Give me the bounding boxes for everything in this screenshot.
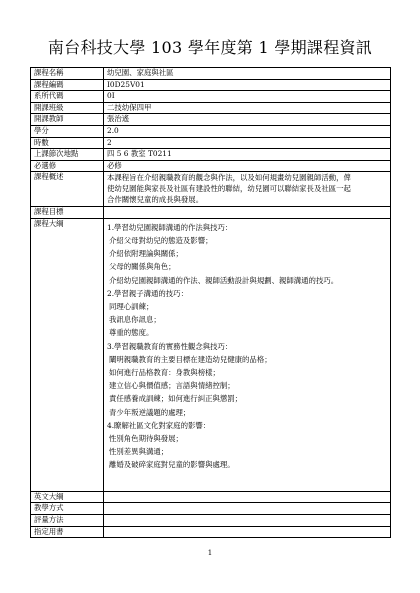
field-row-teaching-method bbox=[31, 503, 391, 515]
field-value: 二技幼保四甲 bbox=[104, 102, 391, 114]
outline-heading: 4.瞭解社區文化對家庭的影響： bbox=[107, 420, 211, 430]
field-row-assessment-method bbox=[31, 514, 391, 526]
field-label: 時數 bbox=[31, 137, 104, 149]
outline-item: 介紹幼兒園親師溝通的作法、親師活動設計與規劃、親師溝通的技巧。 bbox=[109, 275, 339, 285]
field-value: 0I bbox=[104, 91, 391, 103]
page-title: 南台科技大學 103 學年度第 1 學期課程資訊 bbox=[47, 38, 373, 57]
field-label: 課程大綱 bbox=[31, 218, 104, 491]
field-value: 幼兒園、家庭與社區 bbox=[104, 68, 391, 80]
outline-item: 如何進行品格教育：身教與榜樣； bbox=[109, 367, 220, 377]
outline-item: 闡明親職教育的主要目標在建造幼兒健康的品格； bbox=[109, 354, 272, 364]
field-label: 課程編碼 bbox=[31, 79, 104, 91]
course-info-table bbox=[30, 67, 391, 538]
field-value: 必修 bbox=[104, 160, 391, 172]
field-row-class bbox=[31, 102, 391, 114]
field-value: 2.0 bbox=[104, 125, 391, 137]
field-row-required-elective bbox=[31, 160, 391, 172]
field-value bbox=[104, 503, 391, 515]
field-value: 2 bbox=[104, 137, 391, 149]
field-value: 四 5 6 教室 T0211 bbox=[104, 149, 391, 161]
overview-text bbox=[104, 172, 391, 207]
field-row-overview bbox=[31, 172, 391, 207]
field-row-credits bbox=[31, 125, 391, 137]
outline-item: 父母的關係與角色； bbox=[109, 262, 176, 272]
outline-item: 離婚及破碎家庭對兒童的影響與處理。 bbox=[109, 460, 235, 470]
field-label: 課程目標 bbox=[31, 207, 104, 219]
overview-line: 本課程旨在介紹親職教育的觀念與作法，以及如何規畫幼兒園親師活動，俾 bbox=[107, 173, 351, 183]
field-value: I0D25V01 bbox=[104, 79, 391, 91]
field-label: 課程概述 bbox=[31, 172, 104, 207]
field-label: 開課教師 bbox=[31, 114, 104, 126]
field-label: 英文大綱 bbox=[31, 491, 104, 503]
outline-item: 責任感養成訓練；如何進行糾正與懲罰； bbox=[109, 394, 243, 404]
field-label: 指定用書 bbox=[31, 526, 104, 538]
field-value bbox=[104, 526, 391, 538]
outline-item: 性別角色期待與發展； bbox=[109, 433, 183, 443]
outline-item: 性別差異與溝通； bbox=[109, 447, 169, 457]
page-number: 1 bbox=[207, 549, 213, 557]
outline-item: 青少年叛逆議題的處理； bbox=[109, 407, 191, 417]
outline-item: 介紹依附理論與關係； bbox=[109, 249, 183, 259]
field-row-outline bbox=[31, 218, 391, 491]
outline-item: 介紹父母對幼兒的態造及影響； bbox=[109, 235, 213, 245]
field-value: 張治遙 bbox=[104, 114, 391, 126]
outline-heading: 2.學習親子溝通的技巧： bbox=[107, 288, 188, 298]
field-label: 開課班級 bbox=[31, 102, 104, 114]
field-row-course-name bbox=[31, 68, 391, 80]
outline-item: 建立信心與價值感；言語與情緒控制； bbox=[109, 381, 235, 391]
field-label: 系所代碼 bbox=[31, 91, 104, 103]
field-value bbox=[104, 207, 391, 219]
outline-item: 尊重的態度。 bbox=[109, 328, 154, 338]
outline-heading: 3.學習親職教育的實務性觀念與技巧： bbox=[107, 341, 233, 351]
field-label: 課程名稱 bbox=[31, 68, 104, 80]
field-row-objectives bbox=[31, 207, 391, 219]
outline-item: 我訊息你訊息； bbox=[109, 315, 161, 325]
field-row-instructor bbox=[31, 114, 391, 126]
outline-heading: 1.學習幼兒園親師溝通的作法與技巧： bbox=[107, 222, 233, 232]
field-label: 評量方法 bbox=[31, 514, 104, 526]
field-row-course-code bbox=[31, 79, 391, 91]
field-row-english-outline bbox=[31, 491, 391, 503]
outline-item: 同理心訓練； bbox=[109, 301, 154, 311]
outline-text bbox=[104, 218, 391, 491]
field-row-department-code bbox=[31, 91, 391, 103]
overview-line: 合作關懷兒童的成長與發展。 bbox=[107, 194, 204, 204]
field-row-schedule-location bbox=[31, 149, 391, 161]
field-label: 學分 bbox=[31, 125, 104, 137]
overview-line: 使幼兒園能與家長及社區有建設性的聯結，幼兒園可以聯結家長及社區一起 bbox=[107, 183, 351, 193]
field-row-hours bbox=[31, 137, 391, 149]
field-value bbox=[104, 514, 391, 526]
field-row-textbook bbox=[31, 526, 391, 538]
field-value bbox=[104, 491, 391, 503]
field-label: 教學方式 bbox=[31, 503, 104, 515]
field-label: 必選修 bbox=[31, 160, 104, 172]
field-label: 上課節次地點 bbox=[31, 149, 104, 161]
